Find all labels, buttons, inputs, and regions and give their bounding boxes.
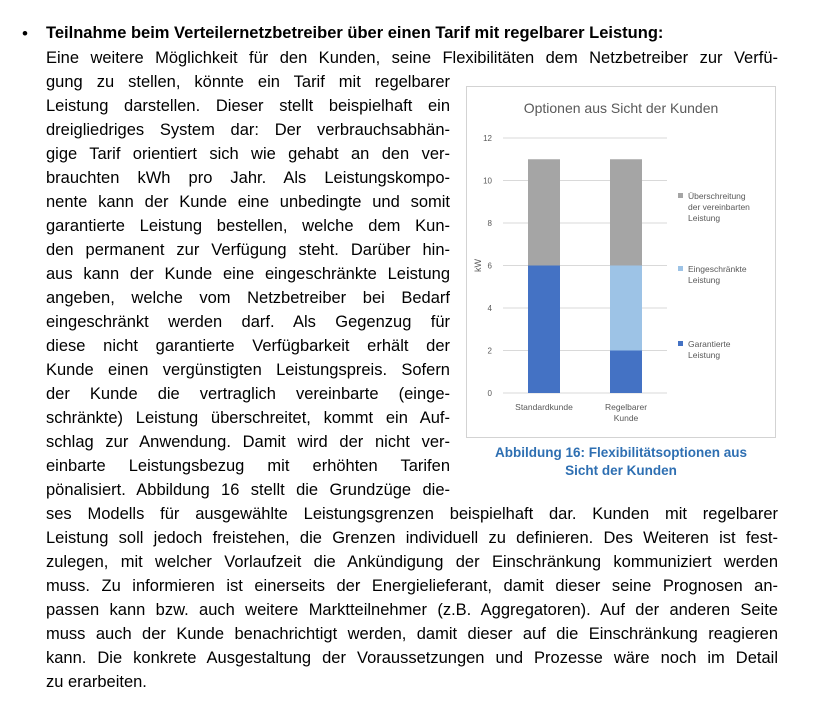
paragraph-line: zulegen, mit welcher Vorlaufzeit die Ankündigung der Einschränkung kommuniziert werden	[46, 553, 778, 571]
bar-segment	[610, 351, 642, 394]
chart-title: Optionen aus Sicht der Kunden	[523, 100, 719, 116]
paragraph-line: ses Modells für ausgewählte Leistungsgrenzen beispielhaft dar. Kunden mit regelbarer	[46, 505, 778, 523]
paragraph-line: passen kann bzw. auch weitere Marktteilnehmer (z.B. Aggregatoren). Auf der anderen Seite	[46, 601, 778, 619]
y-tick-label: 10	[483, 176, 492, 186]
paragraph-line: Leistung soll jedoch freistehen, die Grenzen individuell zu definieren. Des Weiteren ist fest-	[46, 529, 778, 547]
paragraph-line: gige Tarif orientiert sich wie gehabt an den ver-	[46, 145, 450, 163]
paragraph-line: schränkte) Leistung überschreitet, kommt ein Auf-	[46, 409, 450, 427]
paragraph-line: den permanent zur Verfügung steht. Darüber hin-	[46, 241, 450, 259]
paragraph-line: gung zu stellen, könnte ein Tarif mit regelbarer	[46, 73, 450, 91]
paragraph-line: nente kann der Kunde eine unbedingte und somit	[46, 193, 450, 211]
paragraph-line: eingeschränkt werden darf. Als Gegenzug für	[46, 313, 450, 331]
x-tick-label: Standardkunde	[515, 402, 573, 412]
paragraph-line: aus kann der Kunde eine eingeschränkte Leistung	[46, 265, 450, 283]
paragraph-line: muss. Zu informieren ist einerseits der Energielieferant, damit dieser seine Prognosen an-	[46, 577, 778, 595]
paragraph-line: muss auch der Kunde benachrichtigt werden, damit dieser auf die Einschränkung reagieren	[46, 625, 778, 643]
y-axis-label: kW	[473, 259, 483, 272]
y-tick-label: 12	[483, 134, 492, 143]
figure-chart	[466, 86, 776, 438]
bar-segment	[528, 159, 560, 265]
legend-swatch	[678, 341, 683, 346]
caption-line: Sicht der Kunden	[565, 463, 677, 478]
legend-label: Eingeschränkte	[688, 264, 747, 274]
bullet-marker: •	[22, 24, 28, 43]
legend-label: der vereinbarten	[688, 202, 750, 212]
paragraph-line: Leistung darstellen. Dieser stellt beispielhaft ein	[46, 97, 450, 115]
y-tick-label: 6	[487, 261, 492, 271]
paragraph-line: brauchten kWh pro Jahr. Als Leistungskompo-	[46, 169, 450, 187]
paragraph-line: diese nicht garantierte Verfügbarkeit erhält der	[46, 337, 450, 355]
paragraph-line: garantierte Leistung bestellen, welche dem Kun-	[46, 217, 450, 235]
legend-swatch	[678, 193, 683, 198]
stacked-bar-chart	[467, 87, 775, 437]
bar-segment	[610, 266, 642, 351]
y-tick-label: 0	[487, 389, 492, 398]
paragraph-line: der Kunde die vertraglich vereinbarte (einge-	[46, 385, 450, 403]
legend-label: Leistung	[688, 213, 721, 223]
paragraph-line: pönalisiert. Abbildung 16 stellt die Grundzüge die-	[46, 481, 450, 499]
y-tick-label: 4	[487, 304, 492, 313]
y-tick-label: 2	[487, 346, 492, 356]
paragraph-line: Kunde einen vergünstigten Leistungspreis. Sofern	[46, 361, 450, 379]
x-tick-label: Regelbarer	[604, 402, 648, 412]
caption-line: Abbildung 16: Flexibilitätsoptionen aus	[494, 445, 747, 460]
legend-label: Überschreitung	[688, 191, 746, 201]
bar-segment	[528, 266, 560, 394]
paragraph-line: angeben, welche vom Netzbetreiber bei Bedarf	[46, 289, 450, 307]
legend-label: Garantierte	[688, 339, 731, 349]
paragraph-line: zu erarbeiten.	[46, 673, 147, 691]
paragraph-line: Eine weitere Möglichkeit für den Kunden, seine Flexibilitäten dem Netzbetreiber zur Verfü-	[46, 49, 778, 67]
paragraph-line: schlag zur Anwendung. Damit wird der nicht ver-	[46, 433, 450, 451]
paragraph-line: dreigliedriges System dar: Der verbrauchsabhän-	[46, 121, 450, 139]
x-tick-label: Kunde	[613, 413, 639, 423]
paragraph-line: einbarte Leistungsbezug mit erhöhten Tarifen	[46, 457, 450, 475]
section-heading: Teilnahme beim Verteilernetzbetreiber über einen Tarif mit regelbarer Leistung:	[46, 24, 664, 42]
legend-label: Leistung	[688, 350, 721, 360]
legend-label: Leistung	[688, 275, 721, 285]
paragraph-line: kann. Die konkrete Ausgestaltung der Voraussetzungen und Prozesse wäre noch im Detail	[46, 649, 778, 667]
bar-segment	[610, 159, 642, 265]
y-tick-label: 8	[487, 219, 492, 228]
figure-caption	[466, 444, 776, 480]
legend-swatch	[678, 266, 683, 271]
